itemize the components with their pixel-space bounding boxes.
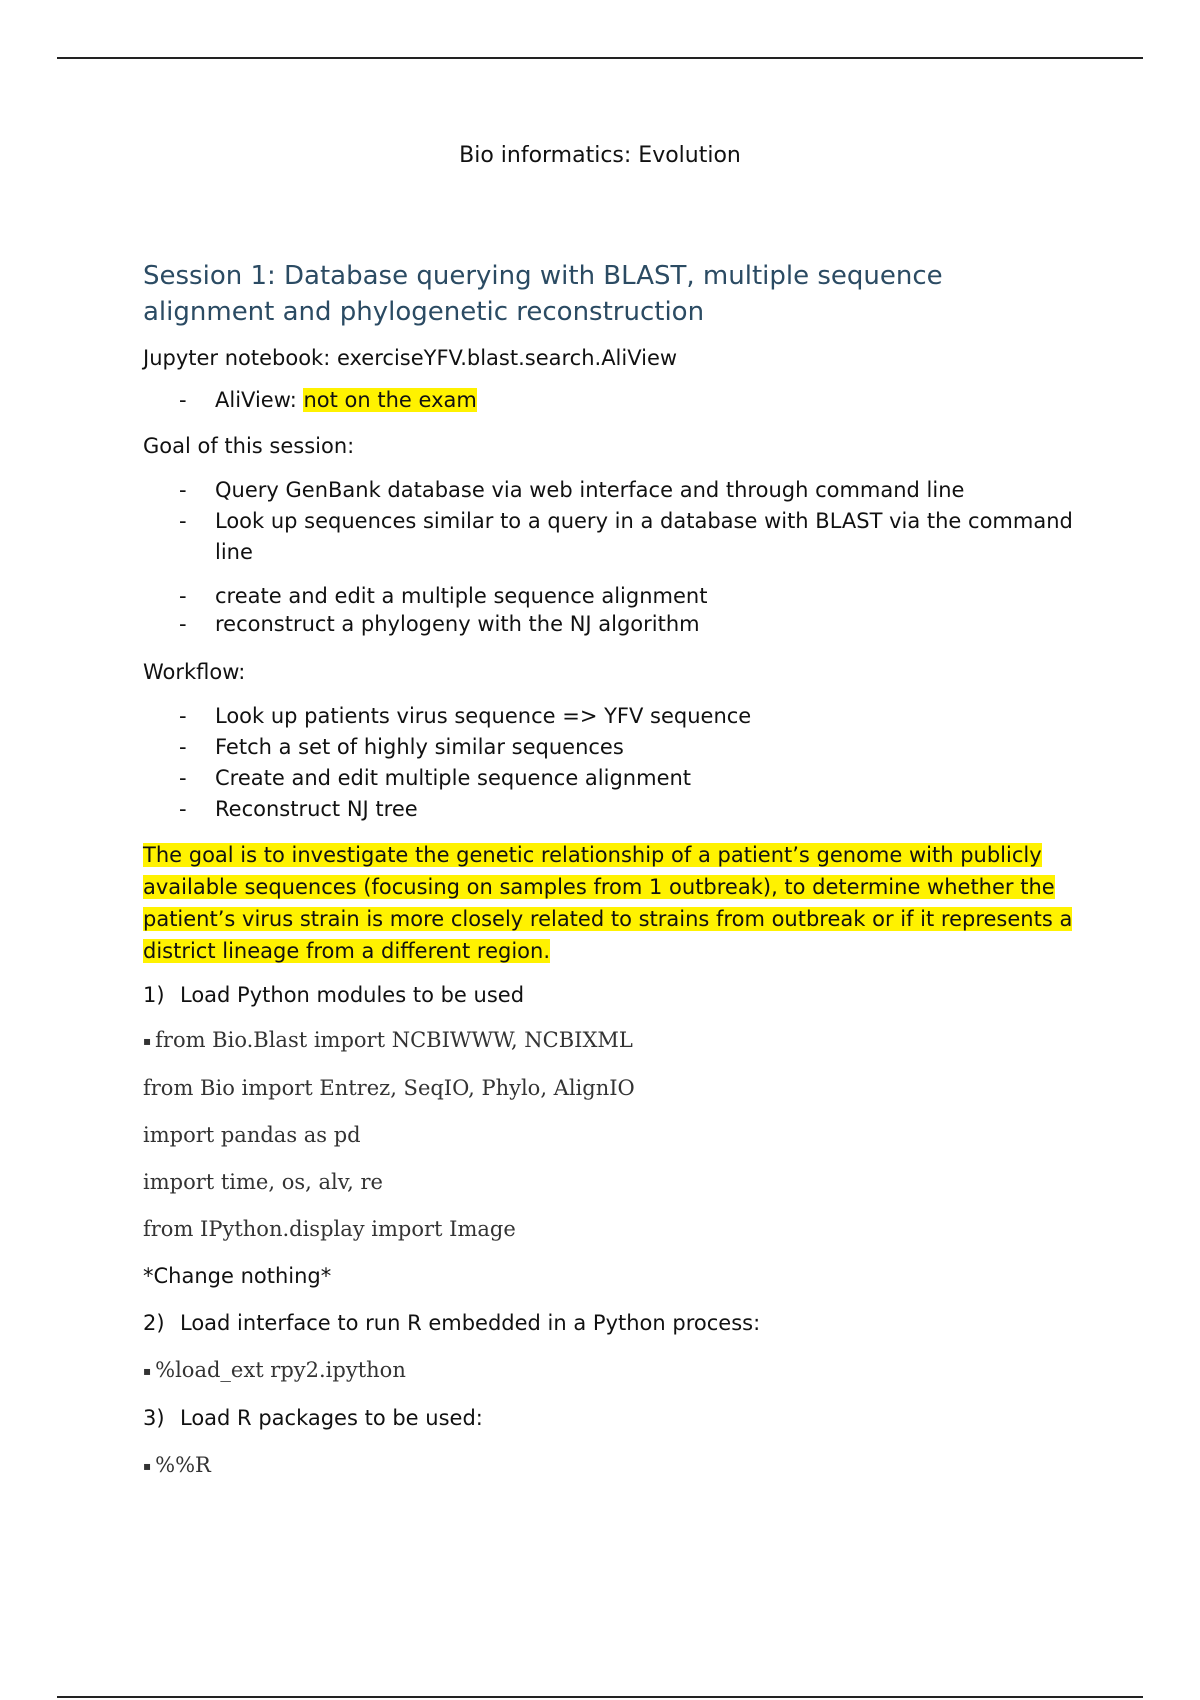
list-item: - Create and edit multiple sequence alignment <box>215 763 1073 794</box>
list-item <box>215 385 1073 416</box>
notebook-line: Jupyter notebook: exerciseYFV.blast.search.AliView <box>143 346 678 370</box>
step-number: 3) <box>143 1406 165 1430</box>
square-bullet-icon: ▪ <box>143 1034 152 1048</box>
goal-heading: Goal of this session: <box>143 434 355 458</box>
list-item: - Look up sequences similar to a query in a database with BLAST via the command line <box>215 506 1073 568</box>
code-text: %%R <box>155 1453 211 1477</box>
bottom-rule <box>57 1696 1143 1698</box>
code-line: from IPython.display import Image <box>143 1217 516 1241</box>
workflow-list <box>143 701 1073 825</box>
code-text: from Bio.Blast import NCBIWWW, NCBIXML <box>155 1028 633 1052</box>
top-rule <box>57 57 1143 59</box>
list-item: - Reconstruct NJ tree <box>215 794 1073 825</box>
aliview-list <box>143 385 1073 416</box>
code-line: import pandas as pd <box>143 1123 361 1147</box>
list-item: - Look up patients virus sequence => YFV sequence <box>215 701 1073 732</box>
goal-list <box>143 475 1073 638</box>
list-item: - reconstruct a phylogeny with the NJ algorithm <box>215 610 1073 638</box>
document-title: Bio informatics: Evolution <box>459 143 741 168</box>
aliview-label: AliView: <box>215 388 304 412</box>
code-line <box>143 1356 1073 1386</box>
aliview-note-highlight: not on the exam <box>303 388 477 412</box>
step-text: Load Python modules to be used <box>180 983 525 1007</box>
change-nothing-note: *Change nothing* <box>143 1264 332 1288</box>
code-line <box>143 1451 1073 1481</box>
step-number: 2) <box>143 1311 165 1335</box>
list-item: - Query GenBank database via web interface and through command line <box>215 475 1073 506</box>
step-text: Load interface to run R embedded in a Python process: <box>180 1311 761 1335</box>
highlight-paragraph <box>143 839 1073 967</box>
list-item: - create and edit a multiple sequence alignment <box>215 582 1073 610</box>
code-line <box>143 1026 1073 1056</box>
workflow-heading: Workflow: <box>143 660 246 684</box>
step-number: 1) <box>143 983 165 1007</box>
code-line: import time, os, alv, re <box>143 1170 383 1194</box>
code-text: %load_ext rpy2.ipython <box>155 1358 406 1382</box>
session-heading: Session 1: Database querying with BLAST, multiple sequence alignment and phylogenetic reconstruction <box>143 261 943 327</box>
step-text: Load R packages to be used: <box>180 1406 483 1430</box>
step-1 <box>143 981 1073 1010</box>
step-2 <box>143 1309 1073 1338</box>
step-3 <box>143 1404 1073 1433</box>
paragraph-highlight: The goal is to investigate the genetic relationship of a patient’s genome with publicly available sequences (focusing on samples from 1 outbreak), to determine whether the patient’s virus strain is more closely related to strains from outbreak or if it represents a district lineage from a different region. <box>143 843 1073 963</box>
square-bullet-icon: ▪ <box>143 1364 152 1378</box>
document-body <box>143 258 1073 1481</box>
list-item: - Fetch a set of highly similar sequences <box>215 732 1073 763</box>
code-line: from Bio import Entrez, SeqIO, Phylo, AlignIO <box>143 1076 635 1100</box>
square-bullet-icon: ▪ <box>143 1459 152 1473</box>
